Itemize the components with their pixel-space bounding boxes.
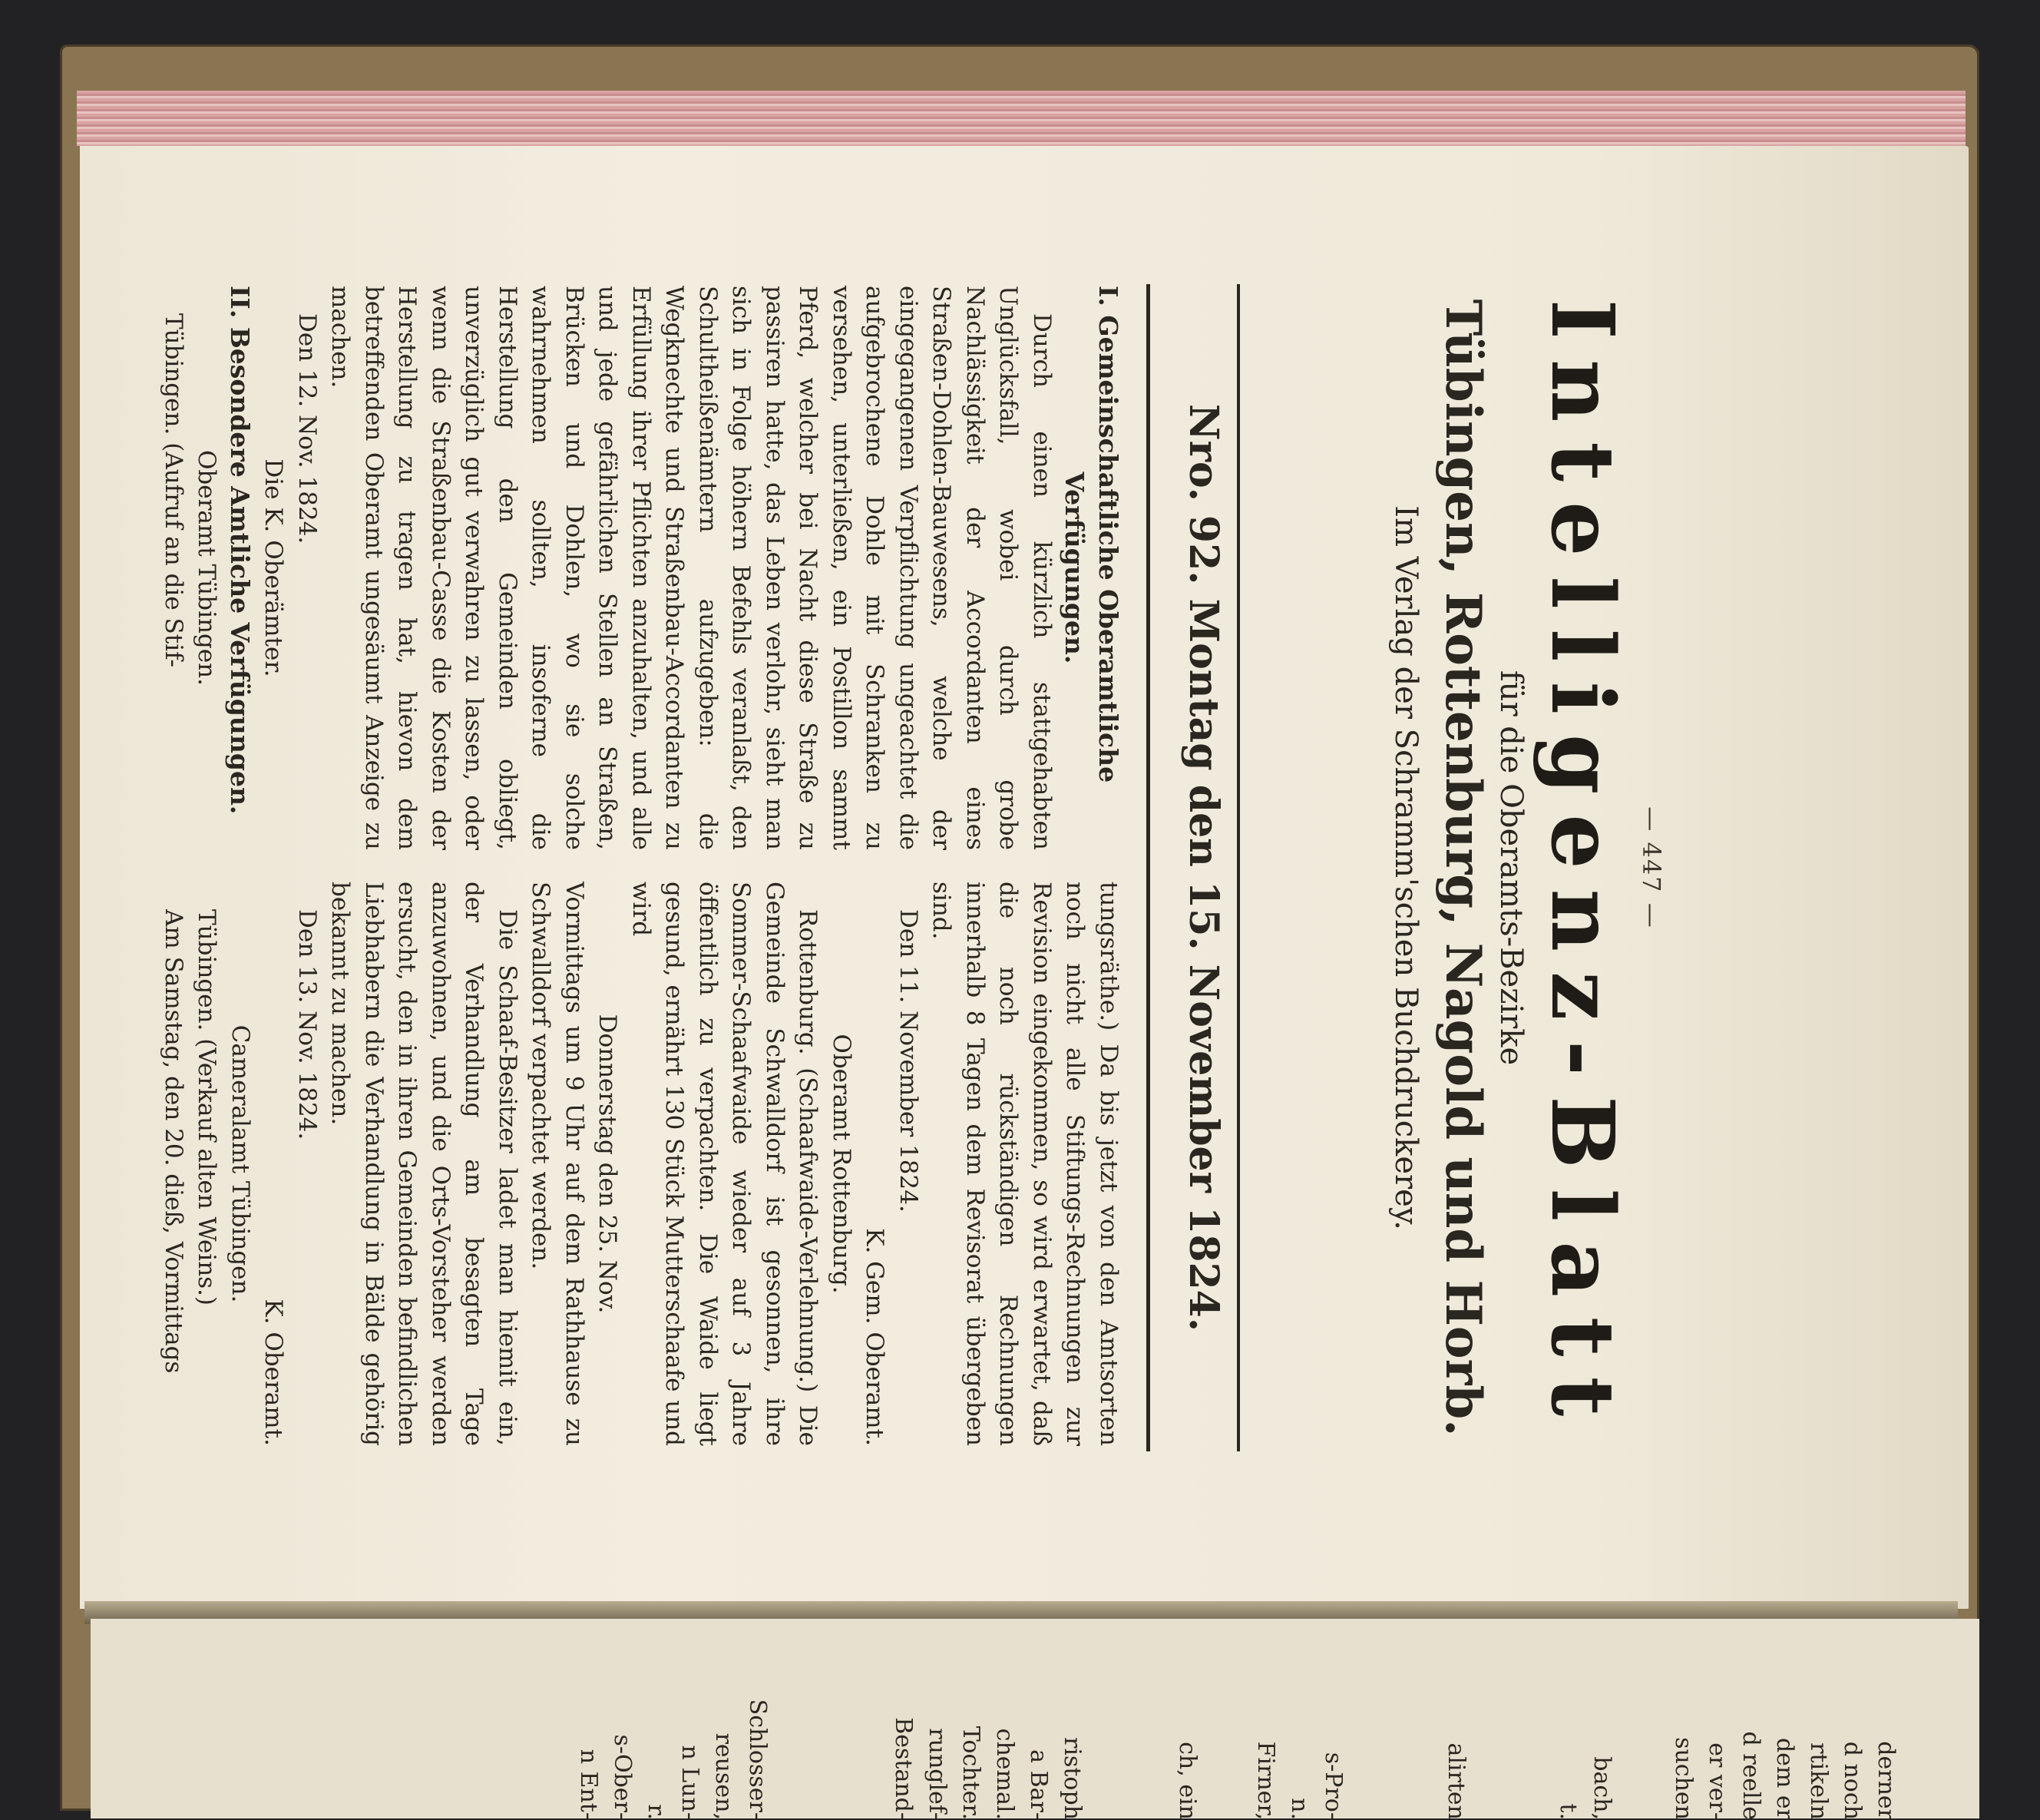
facing-page-line: bach, [1589,1756,1615,1820]
paragraph: Den 13. Nov. 1824. [293,909,321,1140]
facing-page-text [60,1636,1903,1820]
facing-page-line: er ver- [1704,1742,1731,1820]
page-edges [77,91,1966,146]
facing-page-line: t. [1555,1803,1582,1820]
issue-line: Nro. 92. Montag den 15. November 1824. [1180,404,1227,1332]
paragraph: K. Oberamt. [260,1299,288,1446]
paragraph: Vormittags um 9 Uhr auf dem Rathhause zu Schwalldorf verpachtet werden. [527,882,588,1446]
paragraph: Den 12. Nov. 1824. [293,313,321,544]
facing-page-line: ristoph [1059,1737,1086,1820]
facing-page-line: chemal. [991,1728,1018,1820]
divider-rule [1146,284,1150,1451]
facing-page-line: Bestand- [890,1717,917,1820]
paragraph: Tübingen. (Verkauf alten Weins.) [193,909,221,1306]
paragraph: Verfügungen. [1060,472,1090,664]
left-column [157,286,1126,850]
paragraph: K. Gem. Oberamt. [861,1228,889,1446]
facing-page-line: d noch [1839,1741,1866,1820]
facing-page-line: runglef- [924,1728,951,1820]
facing-page-line: ch, ein [1174,1742,1201,1820]
divider-rule [1237,284,1240,1451]
paragraph: Rottenburg. (Schaafwaide-Verlehnung.) Die Gemeinde Schwalldorf ist gesonnen, ihre Sommer-Schaafwaide wieder auf 3 Jahre öffentlich zu verpachten. Die Waide liegt gesund, ernährt 130 Stück Mutterschaafe und wird [627,882,822,1446]
paragraph: Donnerstag den 25. Nov. [593,1014,622,1314]
facing-page-line: suchen [1670,1737,1697,1820]
paragraph: I. Gemeinschaftliche Oberamtliche [1093,286,1123,783]
facing-page-line: s-Pro- [1320,1752,1347,1820]
facing-page-line: n Lun- [676,1745,703,1820]
paragraph: Cameralamt Tübingen. [226,1024,254,1303]
facing-page-line: reusen, [710,1732,737,1820]
paragraph: Oberamt Rottenburg. [828,1034,855,1294]
facing-page-line: d reelle [1737,1731,1764,1820]
publisher-line: Im Verlag der Schramm'schen Buchdruckerey. [1388,505,1423,1230]
page-number: — 447 — [1637,806,1666,929]
right-column [157,882,1126,1446]
facing-page-line: Firner, [1252,1741,1279,1820]
subtitle-districts: für die Oberamts-Bezirke [1493,670,1529,1066]
masthead [1388,276,1666,1459]
paragraph: Die K. Oberämter. [260,458,288,677]
facing-page-line: Schlosser- [744,1699,771,1820]
facing-page-line: derner [1873,1741,1899,1820]
facing-page-line: dem er [1771,1737,1798,1820]
facing-page-line: Tochter. [957,1726,984,1820]
paragraph: Am Samstag, den 20. dieß, Vormittags [160,909,187,1374]
facing-page-line: a Bar- [1025,1749,1052,1820]
page-content [146,276,1666,1459]
subtitle-towns: Tübingen, Rottenburg, Nagold und Horb. [1434,299,1492,1437]
paragraph: Oberamt Tübingen. [193,450,221,686]
paragraph: tungsräthe.) Da bis jetzt von den Amtsorten noch nicht alle Stiftungs-Rechnungen zur Revision eingekommen, so wird erwartet, daß die noch rückständigen Rechnungen innerhalb 8 Tagen dem Revisorat übergeben sind. [927,882,1122,1446]
paragraph: Durch einen kürzlich stattgehabten Unglücksfall, wobei durch grobe Nachlässigkeit der Accordanten eines Straßen-Dohlen-Bauwesens, welche der eingegangenen Verpflichtung ungeachtet die aufgebrochene Dohle mit Schranken zu versehen, unterließen, ein Postillon sammt Pferd, welcher bei Nacht diese Straße zu passiren hatte, das Leben verlohr, sieht man sich in Folge höhern Befehls veranlaßt, den Schultheißenämtern aufzugeben: die Wegknechte und Straßenbau-Accordanten zu Erfüllung ihrer Pflichten anzuhalten, und alle und jede gefährlichen Stellen an Straßen, Brücken und Dohlen, wo sie solche wahrnehmen sollten, insoferne die Herstellung den Gemeinden obliegt, unverzüglich gut verwahren zu lassen, oder wenn die Straßenbau-Casse die Kosten der Herstellung zu tragen hat, hievon dem betreffenden Oberamt ungesäumt Anzeige zu machen. [326,286,1056,850]
paragraph: Tübingen. (Aufruf an die Stif- [160,313,187,667]
facing-page-line: n Ent- [575,1749,602,1820]
facing-page-line: n. [1286,1798,1313,1820]
facing-page-line: rtikeln [1805,1742,1832,1820]
facing-page-line: alirten [1443,1742,1470,1820]
page-title: Intelligenz-Blatt [1532,299,1632,1437]
paragraph: Den 11. November 1824. [894,909,922,1213]
facing-page-line: r. [643,1804,670,1820]
paragraph: Die Schaaf-Besitzer ladet man hiemit ein, der Verhandlung am besagten Tage anzuwohnen, und die Orts-Vorsteher werden ersucht, den in ihren Gemeinden befindlichen Liebhabern die Verhandlung in Bälde gehörig bekannt zu machen. [326,882,521,1446]
facing-page-line: s-Ober- [609,1734,636,1820]
paragraph: II. Besondere Amtliche Verfügungen. [225,286,255,815]
